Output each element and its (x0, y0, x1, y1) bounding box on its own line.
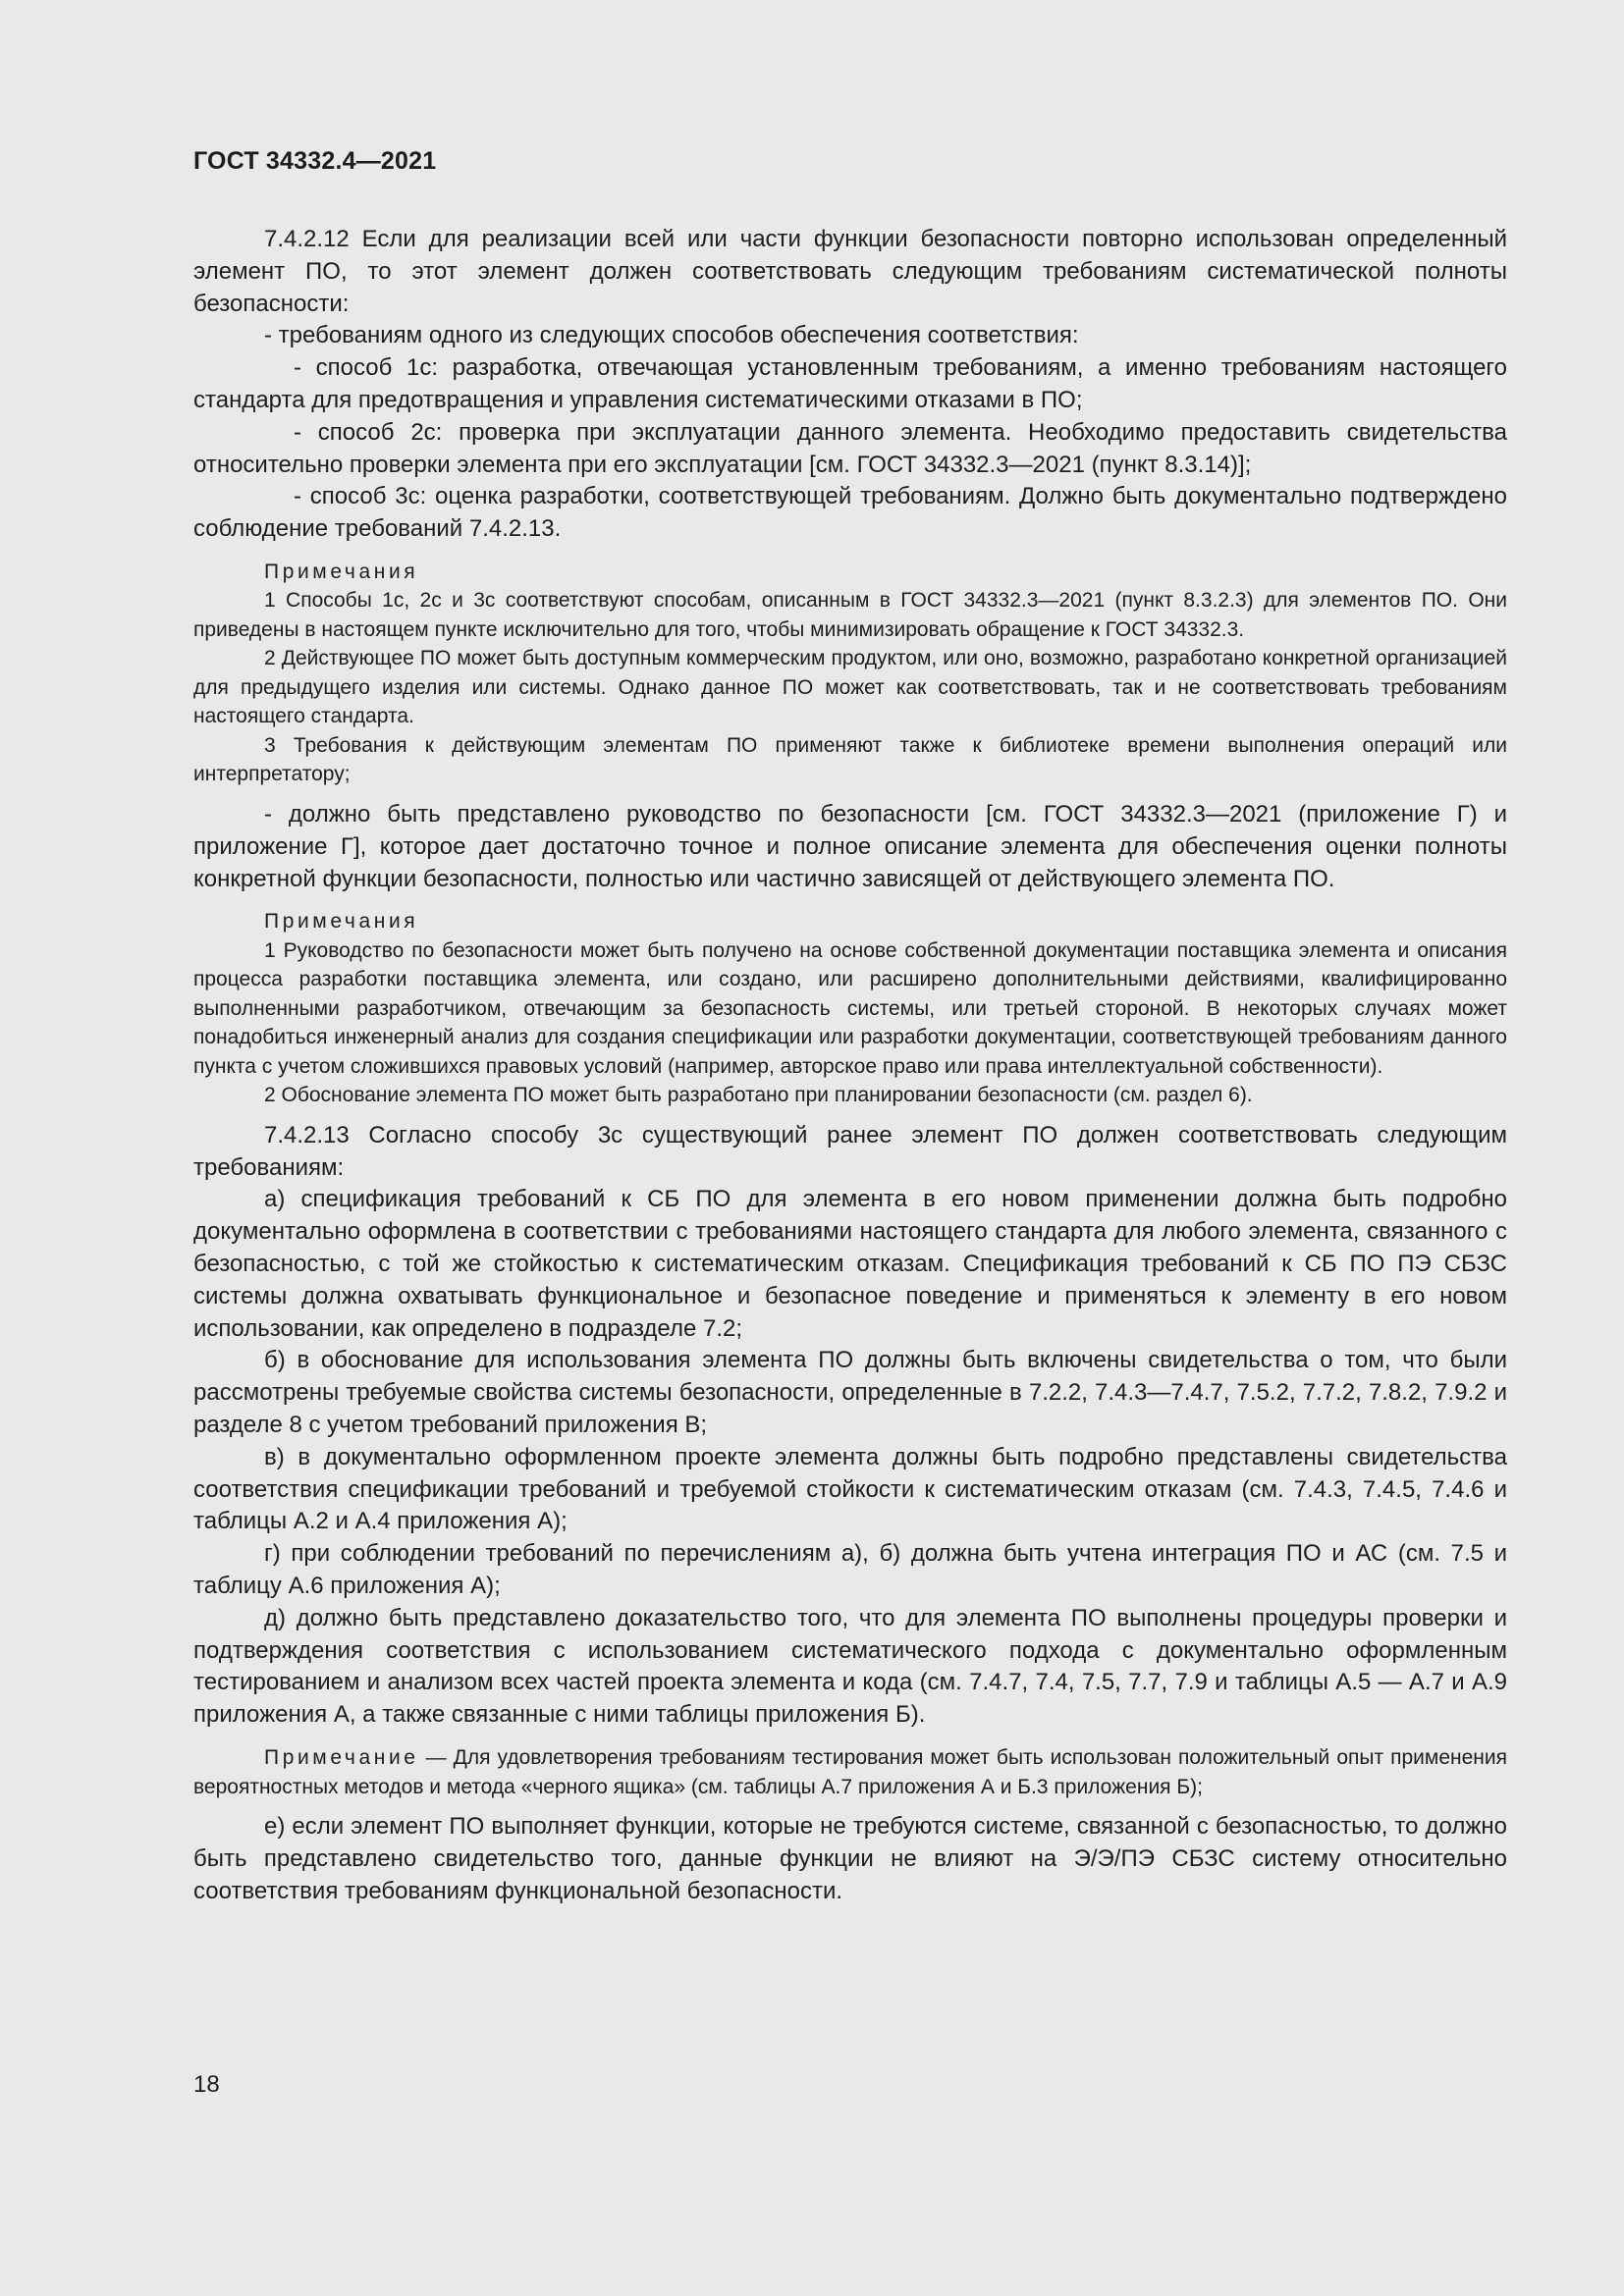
clause-7-4-2-12-intro: 7.4.2.12 Если для реализации всей или части функции безопасности повторно использован определенный элемент ПО, то этот элемент должен соответствовать следующим требованиям систематической полноты безопасности: (193, 226, 1507, 317)
list-item: а) спецификация требований к СБ ПО для элемента в его новом применении должна быть подробно документально оформлена в соответствии с требованиями настоящего стандарта для любого элемента, связанного с безопасностью, с той же стойкостью к систематическим отказам. Спецификация требований к СБ ПО ПЭ СБЗС системы должна охватывать функциональное и безопасное поведение и применяться к элементу в его новом использовании, как определено в подразделе 7.2; (193, 1186, 1507, 1342)
way-1c: - способ 1с: разработка, отвечающая установленным требованиям, а именно требованиям настоящего стандарта для предотвращения и управления систематическими отказами в ПО; (193, 354, 1507, 413)
note-single (193, 1743, 1507, 1801)
document-body (193, 224, 1507, 1907)
notes-title: Примечания (264, 910, 419, 934)
list-item: д) должно быть представлено доказательство того, что для элемента ПО выполнены процедуры проверки и подтверждения соответствия с использованием систематического подхода с документально оформленным тестированием и анализом всех частей проекта элемента и кода (см. 7.4.7, 7.4, 7.5, 7.7, 7.9 и таблицы А.5 — А.7 и А.9 приложения А, а также связанные с ними таблицы приложения Б). (193, 1604, 1507, 1729)
notes-title: Примечания (264, 560, 419, 583)
note-item: 3 Требования к действующим элементам ПО применяют также к библиотеке времени выполнения операций или интерпретатору; (193, 733, 1507, 786)
safety-manual-requirement: - должно быть представлено руководство по безопасности [см. ГОСТ 34332.3—2021 (приложение Г) и приложение Г], которое дает достаточно точное и полное описание элемента для обеспечения оценки полноты конкретной функции безопасности, полностью или частично зависящей от действующего элемента ПО. (193, 800, 1507, 892)
note-item: 2 Действующее ПО может быть доступным коммерческим продуктом, или оно, возможно, разработано конкретной организацией для предыдущего изделия или системы. Однако данное ПО может как соответствовать, так и не соответствовать требованиям настоящего стандарта. (193, 647, 1507, 728)
note-item: 1 Способы 1с, 2с и 3с соответствуют способам, описанным в ГОСТ 34332.3—2021 (пункт 8.3.2.3) для элементов ПО. Они приведены в настоящем пункте исключительно для того, чтобы минимизировать обращение к ГОСТ 34332.3. (193, 589, 1507, 641)
note-text: — Для удовлетворения требованиям тестирования может быть использован положительный опыт применения вероятностных методов и метода «черного ящика» (см. таблицы А.7 приложения А и Б.3 приложения Б); (193, 1746, 1507, 1798)
note-item: 2 Обоснование элемента ПО может быть разработано при планировании безопасности (см. раздел 6). (264, 1084, 1253, 1107)
way-2c: - способ 2с: проверка при эксплуатации данного элемента. Необходимо предоставить свидетельства относительно проверки элемента при его эксплуатации [см. ГОСТ 34332.3—2021 (пункт 8.3.14)]; (193, 418, 1507, 478)
note-title: Примечание (264, 1746, 419, 1769)
requirements-intro: - требованиям одного из следующих способов обеспечения соответствия: (264, 322, 1079, 349)
list-item: в) в документально оформленном проекте элемента должны быть подробно представлены свидетельства соответствия спецификации требований и требуемой стойкости к систематическим отказам (см. 7.4.3, 7.4.5, 7.4.6 и таблицы А.2 и А.4 приложения А); (193, 1443, 1507, 1535)
list-item-e: е) если элемент ПО выполняет функции, которые не требуются системе, связанной с безопасностью, то должно быть представлено свидетельство того, данные функции не влияют на Э/Э/ПЭ СБЗС систему относительно соответствия требованиям функциональной безопасности. (193, 1813, 1507, 1904)
list-item: б) в обоснование для использования элемента ПО должны быть включены свидетельства о том, что были рассмотрены требуемые свойства системы безопасности, определенные в 7.2.2, 7.4.3—7.4.7, 7.5.2, 7.7.2, 7.8.2, 7.9.2 и разделе 8 с учетом требований приложения В; (193, 1347, 1507, 1439)
list-item: г) при соблюдении требований по перечислениям а), б) должна быть учтена интеграция ПО и АС (см. 7.5 и таблицу А.6 приложения А); (193, 1540, 1507, 1600)
note-item: 1 Руководство по безопасности может быть получено на основе собственной документации поставщика элемента и описания процесса разработки поставщика элемента, или создано, или расширено дополнительными действиями, квалифицированно выполненными разработчиком, отвечающим за безопасность системы, или третьей стороной. В некоторых случаях может понадобиться инженерный анализ для создания спецификации или разработки документации, соответствующей требованиям данного пункта с учетом сложившихся правовых условий (например, авторское право или права интеллектуальной собственности). (193, 938, 1507, 1078)
way-3c: - способ 3с: оценка разработки, соответствующей требованиям. Должно быть документально подтверждено соблюдение требований 7.4.2.13. (193, 483, 1507, 543)
clause-7-4-2-13-intro: 7.4.2.13 Согласно способу 3с существующий ранее элемент ПО должен соответствовать следующим требованиям: (193, 1121, 1507, 1181)
page-number: 18 (193, 2071, 220, 2098)
document-header: ГОСТ 34332.4—2021 (193, 147, 437, 175)
